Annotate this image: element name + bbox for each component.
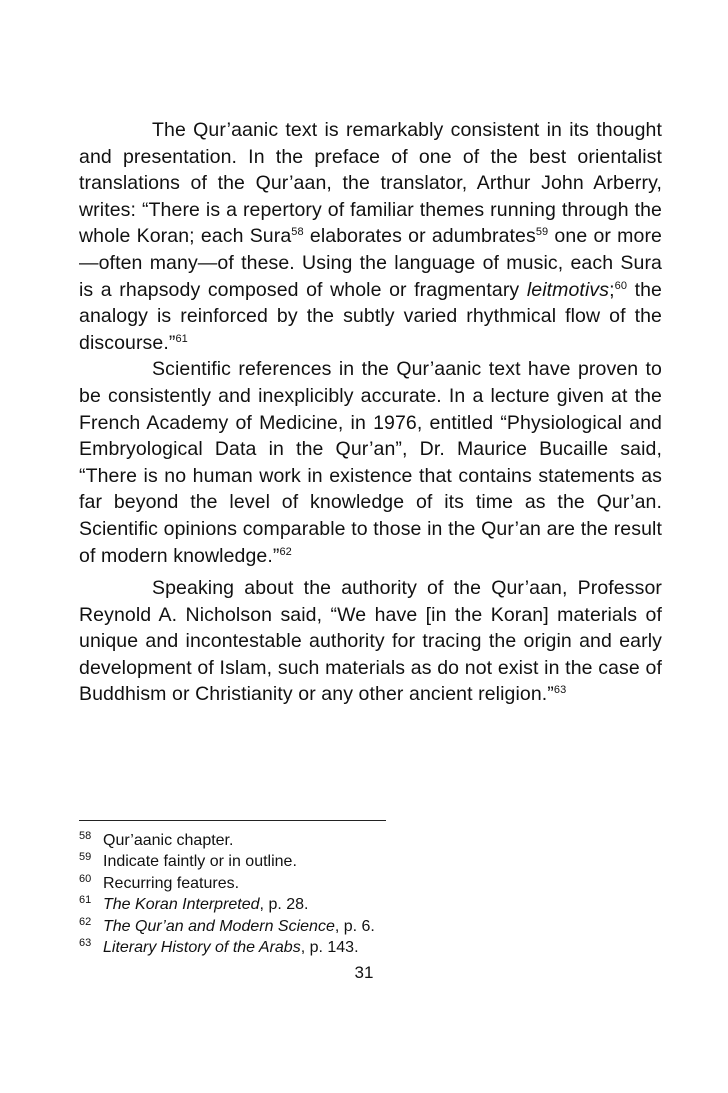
text-run: Qur’aanic chapter. — [103, 832, 234, 849]
footnote-text — [103, 896, 308, 913]
text-run: The Qur’aanic text is remarkably consistent in its thought and presentation. In the preface of one of the best orientalist translations of the Qur’aan, the translator, Arthur John Arberry, writes: “There is a repertory of familiar themes running through the whole Koran; each Sura — [79, 119, 662, 248]
footnote-ref: 61 — [175, 332, 188, 345]
text-run: Indicate faintly or in outline. — [103, 853, 297, 871]
footnote-text — [103, 918, 375, 935]
text-run: , p. 28. — [259, 896, 309, 914]
text-run: Recurring features. — [103, 874, 240, 892]
paragraph — [79, 117, 662, 356]
paragraph — [79, 575, 662, 708]
italic-text: The Koran Interpreted — [103, 896, 260, 914]
page-number: 31 — [354, 963, 374, 982]
footnote-ref: 63 — [553, 684, 567, 697]
text-run: one or more—often many—of these. Using the language of music, each Sura is a rhapsody composed of whole or fragmentary — [79, 225, 662, 301]
footnote: 60 Recurring features. — [79, 872, 240, 892]
paragraph — [79, 356, 662, 569]
italic-text: The Qur’an and Modern Science — [103, 917, 335, 935]
italic-text: leitmotivs — [526, 278, 610, 301]
footnote-ref: 60 — [614, 279, 628, 292]
text-run: , p. 6. — [334, 917, 375, 935]
footnote-ref: 58 — [291, 226, 304, 239]
footnote-ref: 62 — [279, 545, 292, 558]
footnote: 63 Literary History of the Arabs, p. 143. — [79, 937, 359, 957]
footnote-text — [103, 875, 239, 892]
footnote: 62 The Qur’an and Modern Science, p. 6. — [79, 915, 375, 935]
text-run: Speaking about the authority of the Qur’aan, Professor Reynold A. Nicholson said, “We have [in the Koran] materials of unique and incontestable authority for tracing the origin and early development of Islam, such materials as do not exist in the case of Buddhism or Christianity or any other ancient religion.” — [79, 577, 662, 706]
body-text — [79, 117, 662, 708]
footnote-text — [103, 939, 359, 956]
text-run: Scientific references in the Qur’aanic text have proven to be consistently and inexplicibly accurate. In a lecture given at the French Academy of Medicine, in 1976, entitled “Physiological and Embryological Data in the Qur’an”, Dr. Maurice Bucaille said, “There is no human work in existence that contains statements as far beyond the level of knowledge of its time as the Qur’an. Scientific opinions comparable to those in the Qur’an are the result of modern knowledge.” — [79, 358, 662, 567]
footnote-text — [103, 832, 233, 849]
footnote: 58 Qur’aanic chapter. — [79, 830, 234, 849]
text-run: the analogy is reinforced by the subtly varied rhythmical flow of the discourse.” — [79, 278, 662, 354]
footnote: 59 Indicate faintly or in outline. — [79, 851, 297, 871]
footnotes — [79, 830, 662, 958]
text-run: , p. 143. — [300, 939, 359, 957]
footnote-ref: 59 — [535, 226, 549, 239]
footnote-text — [103, 853, 297, 870]
footnote-separator — [79, 820, 386, 821]
text-run: elaborates or adumbrates — [303, 225, 536, 248]
text-run: ; — [609, 278, 615, 301]
italic-text: Literary History of the Arabs — [103, 939, 301, 957]
footnote: 61 The Koran Interpreted, p. 28. — [79, 894, 309, 914]
